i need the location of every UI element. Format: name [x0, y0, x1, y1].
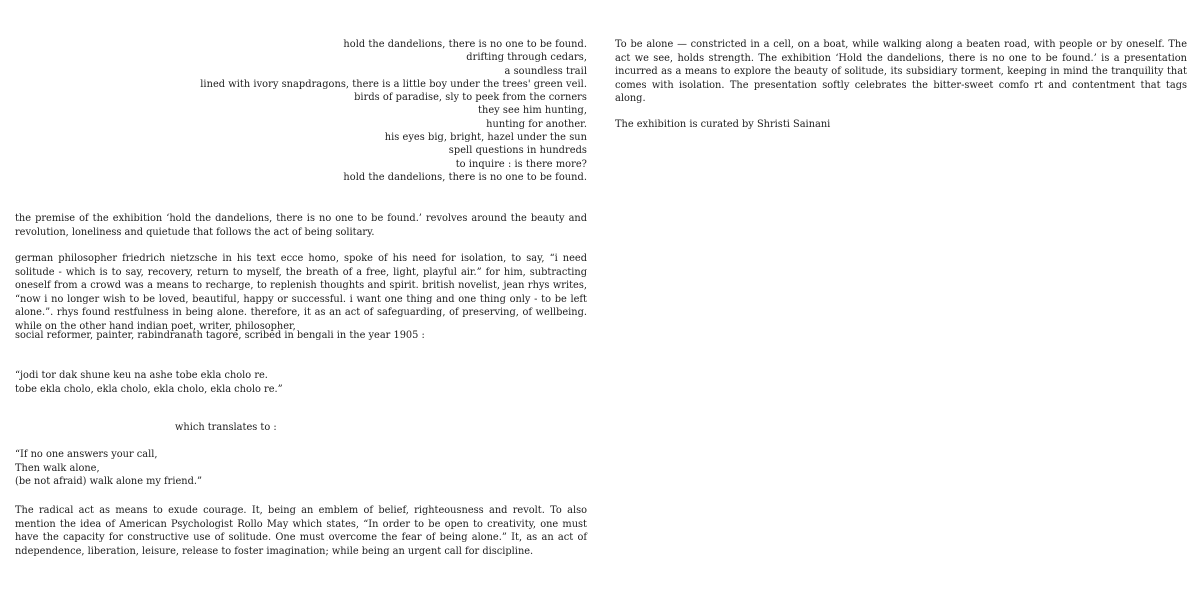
poem-line: his eyes big, bright, hazel under the sun — [384, 132, 587, 144]
quote-line: Then walk alone, — [15, 462, 100, 474]
premise-paragraph: the premise of the exhibition ‘hold the dandelions, there is no one to be found.’ revolves around the beauty and revolution, loneliness and quietude that follows the act of being solitary. — [15, 213, 587, 238]
poem-line: hunting for another. — [486, 118, 587, 130]
quote-line: “jodi tor dak shune keu na ashe tobe ekla cholo re. — [15, 370, 268, 381]
nietzsche-paragraph: german philosopher friedrich nietzsche in his text ecce homo, spoke of his need for isolation, to say, “i need solitude - which is to say, recovery, return to myself, the breath of a free, light, playful air.” for him, subtracting oneself from a crowd was a means to recharge, to replenish thoughts and spirit. british novelist, jean rhys writes, “now i no longer wish to be loved, beautiful, happy or successful. i want one thing and one thing only - to be left alone.”. rhys found restfulness in being alone. therefore, it as an act of safeguarding, of preserving, of wellbeing. while on the other hand indian poet, writer, philosopher, — [15, 253, 587, 332]
translates-caption: which translates to : — [175, 422, 277, 433]
poem-line: birds of paradise, sly to peek from the corners — [354, 92, 587, 104]
poem-line: spell questions in hundreds — [448, 145, 587, 157]
right-page — [600, 0, 1200, 599]
curator-credit: The exhibition is curated by Shristi Sainani — [615, 119, 831, 130]
english-quote — [15, 448, 587, 489]
radical-paragraph: The radical act as means to exude courage. It, being an emblem of belief, righteousness and revolt. To also mention the idea of American Psychologist Rollo May which states, “In order to be open to creativity, one must have the capacity for constructive use of solitude. One must overcome the fear of being alone.” It, as an act of ndependence, liberation, leisure, release to foster imagination; while being an urgent call for discipline. — [15, 505, 587, 557]
tagore-paragraph: social reformer, painter, rabindranath tagore, scribed in bengali in the year 1905 : — [15, 330, 425, 341]
bengali-quote — [15, 369, 587, 396]
quote-line: (be not afraid) walk alone my friend.” — [15, 476, 202, 488]
intro-paragraph: To be alone — constricted in a cell, on a boat, while walking along a beaten road, with people or by oneself. The act we see, holds strength. The exhibition ‘Hold the dandelions, there is no one to be found.’ is a presentation incurred as a means to explore the beauty of solitude, its subsidiary torment, keeping in mind the tranquility that comes with isolation. The presentation softly celebrates the bitter-sweet comfo rt and contentment that tags along. — [615, 39, 1187, 105]
poem-line: they see him hunting, — [477, 105, 587, 117]
poem-line: hold the dandelions, there is no one to be found. — [343, 39, 587, 50]
quote-line: tobe ekla cholo, ekla cholo, ekla cholo, ekla cholo re.” — [15, 383, 283, 395]
poem-line: a soundless trail — [504, 65, 587, 77]
poem-line: hold the dandelions, there is no one to be found. — [343, 171, 587, 183]
poem-line: lined with ivory snapdragons, there is a little boy under the trees' green veil. — [200, 78, 587, 90]
quote-line: “If no one answers your call, — [15, 449, 158, 460]
poem — [157, 38, 587, 184]
poem-line: to inquire : is there more? — [455, 158, 587, 170]
poem-line: drifting through cedars, — [466, 52, 587, 64]
